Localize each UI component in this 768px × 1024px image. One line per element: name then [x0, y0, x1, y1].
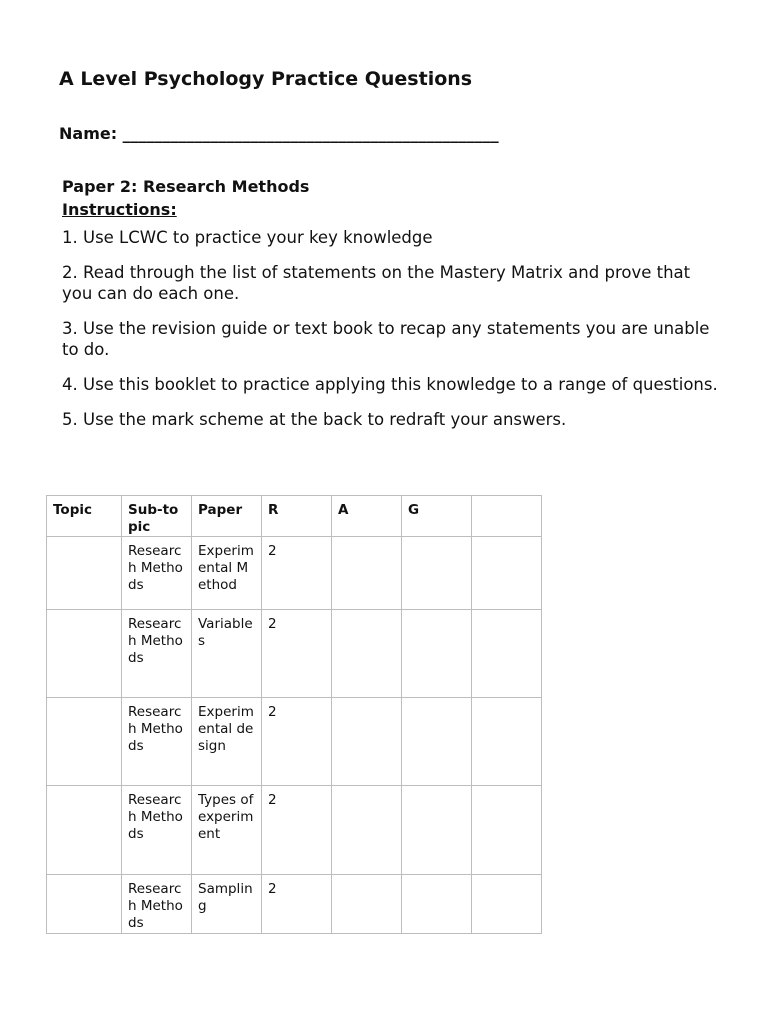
cell-sub-topic: Research Methods: [122, 875, 192, 934]
header-sub-topic: Sub-topic: [122, 496, 192, 537]
cell-paper: Experimental design: [192, 698, 262, 786]
header-topic: Topic: [47, 496, 122, 537]
name-field-label: Name: _______________________________________________: [59, 124, 499, 143]
cell-a: [332, 875, 402, 934]
header-r: R: [262, 496, 332, 537]
cell-a: [332, 786, 402, 875]
cell-r: 2: [262, 537, 332, 610]
instructions-list: [62, 227, 722, 444]
cell-sub-topic: Research Methods: [122, 537, 192, 610]
mastery-matrix-table: [46, 495, 542, 934]
instructions-heading: Instructions:: [62, 200, 177, 219]
cell-blank: [472, 698, 542, 786]
cell-a: [332, 610, 402, 698]
cell-topic: [47, 875, 122, 934]
header-a: A: [332, 496, 402, 537]
cell-sub-topic: Research Methods: [122, 698, 192, 786]
header-blank: [472, 496, 542, 537]
cell-r: 2: [262, 875, 332, 934]
cell-r: 2: [262, 610, 332, 698]
cell-sub-topic: Research Methods: [122, 610, 192, 698]
cell-r: 2: [262, 786, 332, 875]
table-header-row: [47, 496, 542, 537]
cell-paper: Variables: [192, 610, 262, 698]
page-title: A Level Psychology Practice Questions: [59, 68, 473, 90]
table-row: [47, 698, 542, 786]
table-row: [47, 875, 542, 934]
cell-g: [402, 537, 472, 610]
cell-g: [402, 610, 472, 698]
table-row: [47, 537, 542, 610]
instruction-item: 1. Use LCWC to practice your key knowledge: [62, 228, 433, 247]
instruction-item: 2. Read through the list of statements on the Mastery Matrix and prove that you can do each one.: [62, 263, 691, 303]
instruction-item: 4. Use this booklet to practice applying this knowledge to a range of questions.: [62, 375, 718, 394]
cell-blank: [472, 537, 542, 610]
table-row: [47, 786, 542, 875]
cell-sub-topic: Research Methods: [122, 786, 192, 875]
paper-heading: Paper 2: Research Methods: [62, 177, 310, 196]
cell-g: [402, 875, 472, 934]
cell-paper: Sampling: [192, 875, 262, 934]
instruction-item: 3. Use the revision guide or text book to recap any statements you are unable to do.: [62, 319, 710, 359]
cell-g: [402, 698, 472, 786]
table-row: [47, 610, 542, 698]
cell-g: [402, 786, 472, 875]
header-g: G: [402, 496, 472, 537]
cell-paper: Experimental Method: [192, 537, 262, 610]
cell-r: 2: [262, 698, 332, 786]
cell-paper: Types of experiment: [192, 786, 262, 875]
cell-blank: [472, 786, 542, 875]
cell-topic: [47, 698, 122, 786]
cell-topic: [47, 610, 122, 698]
instruction-item: 5. Use the mark scheme at the back to redraft your answers.: [62, 410, 567, 429]
cell-blank: [472, 875, 542, 934]
cell-topic: [47, 537, 122, 610]
cell-a: [332, 537, 402, 610]
cell-blank: [472, 610, 542, 698]
cell-topic: [47, 786, 122, 875]
cell-a: [332, 698, 402, 786]
header-paper: Paper: [192, 496, 262, 537]
